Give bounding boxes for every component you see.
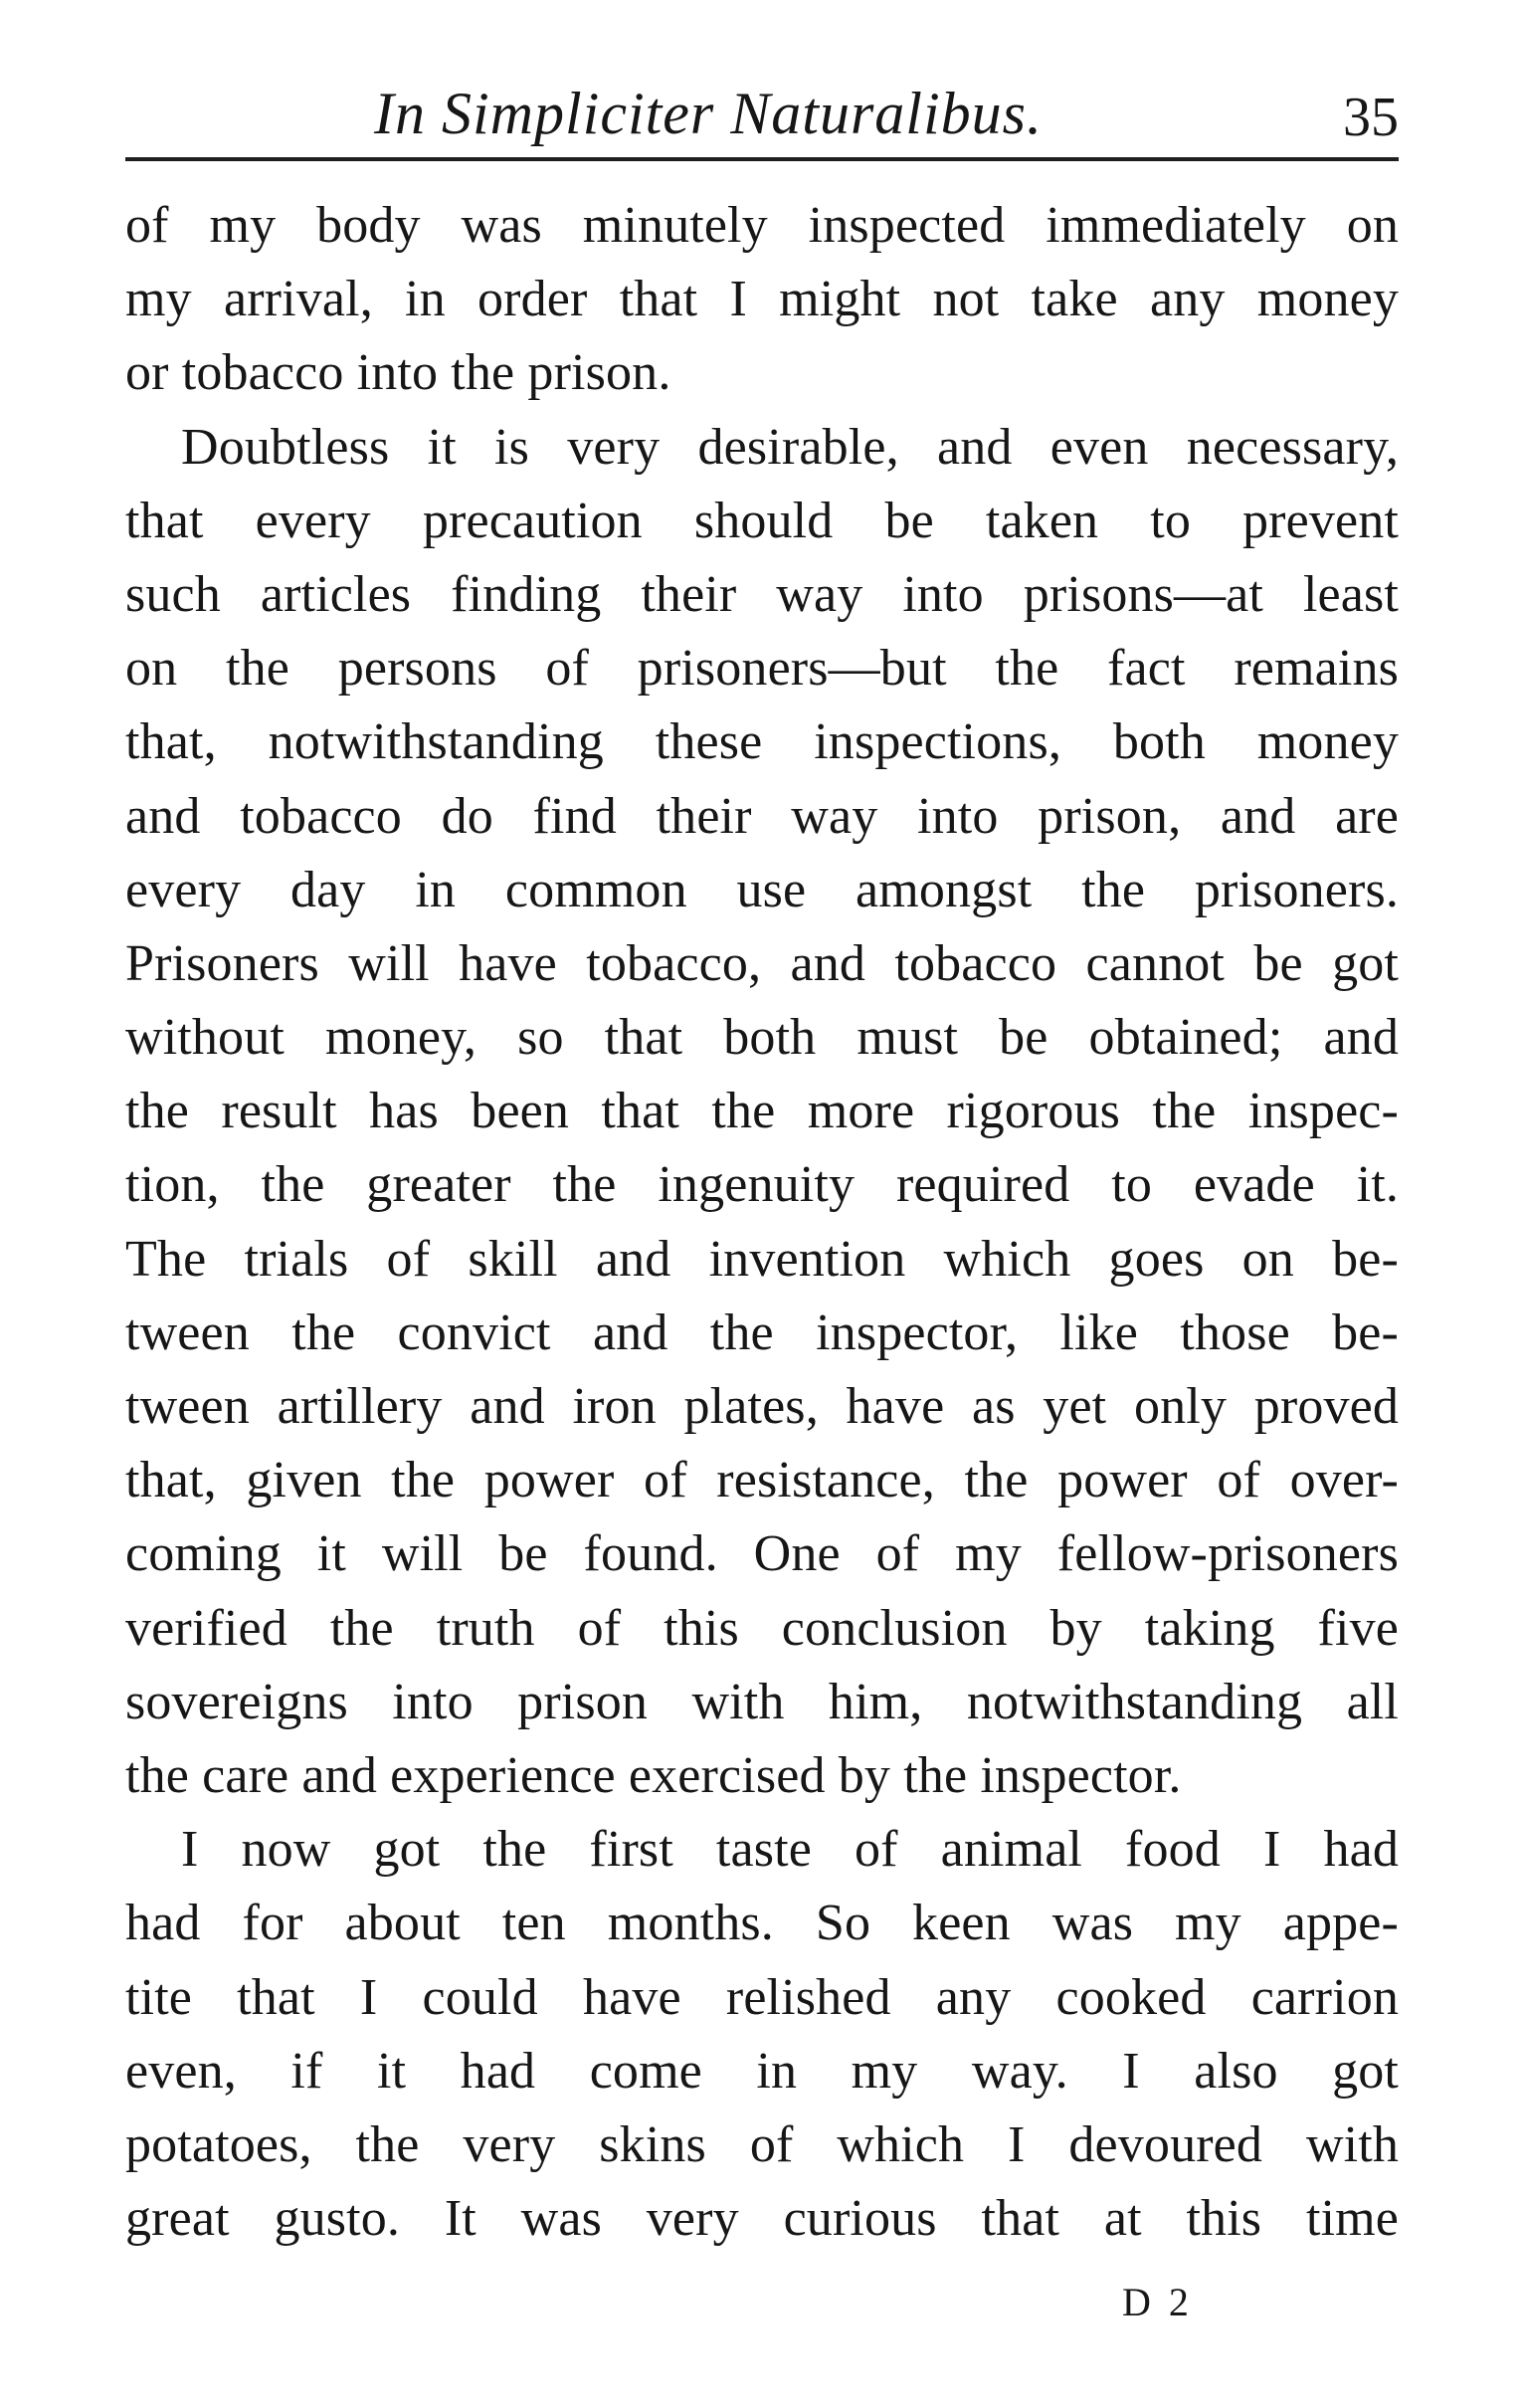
text-line: tween the convict and the inspector, like those be- xyxy=(125,1304,1399,1361)
text-line: I now got the first taste of animal food I had xyxy=(181,1821,1399,1879)
header-rule xyxy=(125,157,1399,161)
running-title: In Simpliciter Naturalibus. xyxy=(374,81,1043,146)
body-text xyxy=(125,189,1399,2256)
text-line: my arrival, in order that I might not take any money xyxy=(125,271,1399,328)
signature-mark: D 2 xyxy=(1122,2280,1193,2324)
text-line: The trials of skill and invention which goes on be- xyxy=(125,1230,1399,1288)
text-line: such articles finding their way into prisons—at least xyxy=(125,565,1399,623)
text-line: that, given the power of resistance, the power of over- xyxy=(125,1452,1399,1509)
text-line: tite that I could have relished any cooked carrion xyxy=(125,1968,1399,2026)
text-line: potatoes, the very skins of which I devoured with xyxy=(125,2115,1399,2173)
page-number: 35 xyxy=(1343,87,1399,148)
text-line: and tobacco do find their way into prison, and are xyxy=(125,787,1399,845)
text-line: the result has been that the more rigorous the inspec- xyxy=(125,1083,1399,1140)
text-line: every day in common use amongst the prisoners. xyxy=(125,861,1399,918)
text-line: that every precaution should be taken to prevent xyxy=(125,492,1399,549)
text-line: sovereigns into prison with him, notwithstanding all xyxy=(125,1673,1399,1730)
text-line: tion, the greater the ingenuity required to evade it. xyxy=(125,1156,1399,1214)
text-line: that, notwithstanding these inspections, both money xyxy=(125,713,1399,771)
text-line: tween artillery and iron plates, have as yet only proved xyxy=(125,1378,1399,1435)
text-line: had for about ten months. So keen was my appe- xyxy=(125,1895,1399,1952)
text-line: great gusto. It was very curious that at this time xyxy=(125,2190,1399,2248)
running-head xyxy=(125,66,1399,161)
text-line: on the persons of prisoners—but the fact remains xyxy=(125,640,1399,698)
text-line: coming it will be found. One of my fellow-prisoners xyxy=(125,1525,1399,1583)
text-line: or tobacco into the prison. xyxy=(125,344,671,402)
text-line: even, if it had come in my way. I also got xyxy=(125,2042,1399,2100)
text-line: the care and experience exercised by the inspector. xyxy=(125,1746,1182,1804)
text-line: of my body was minutely inspected immediately on xyxy=(125,197,1399,254)
text-line: Doubtless it is very desirable, and even necessary, xyxy=(181,418,1399,476)
text-line: Prisoners will have tobacco, and tobacco cannot be got xyxy=(125,934,1399,992)
text-line: verified the truth of this conclusion by taking five xyxy=(125,1599,1399,1657)
text-line: without money, so that both must be obtained; and xyxy=(125,1009,1399,1067)
